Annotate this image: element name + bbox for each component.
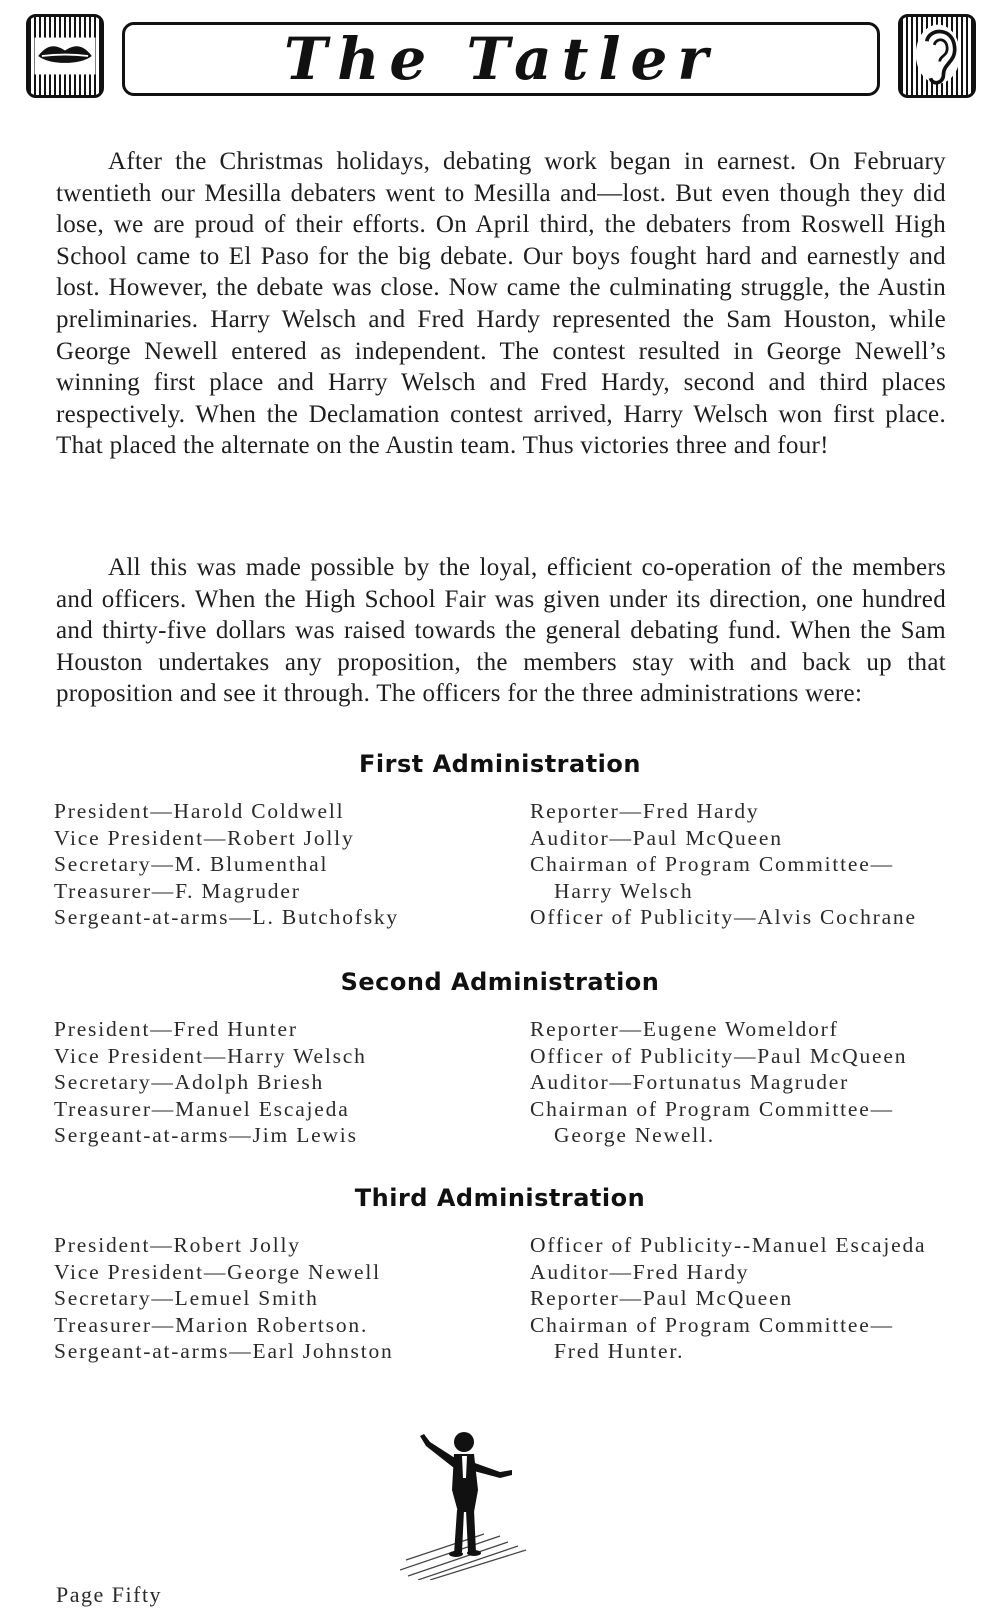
officer-entry: Fred Hunter.	[554, 1339, 685, 1363]
officer-entry: Officer of Publicity--Manuel Escajeda	[530, 1233, 927, 1257]
officer-entry: Officer of Publicity—Alvis Cochrane	[530, 905, 917, 929]
officer-entry: Vice President—George Newell	[54, 1259, 381, 1284]
officer-entry: Vice President—Harry Welsch	[54, 1043, 367, 1068]
officer-entry: President—Harold Coldwell	[54, 799, 345, 823]
officer-entry: Secretary—Lemuel Smith	[54, 1286, 319, 1310]
officer-entry: Harry Welsch	[554, 878, 694, 903]
officer-entry: Auditor—Paul McQueen	[530, 825, 783, 850]
officer-entry: Officer of Publicity—Paul McQueen	[530, 1043, 908, 1068]
lips-icon	[29, 17, 101, 95]
page-header	[26, 14, 976, 104]
officer-entry: Treasurer—F. Magruder	[54, 878, 301, 903]
officer-entry: Sergeant-at-arms—Jim Lewis	[54, 1123, 358, 1147]
officer-entry: Reporter—Eugene Womeldorf	[530, 1017, 839, 1041]
officer-entry: President—Robert Jolly	[54, 1233, 301, 1257]
section-heading: Second Administration	[340, 968, 660, 996]
officer-list-right	[530, 798, 970, 931]
body-paragraph: All this was made possible by the loyal, efficient co-operation of the members and officers. When the High School Fair was given under its direction, one hundred and thirty-five dollars was raised towards the general debating fund. When the Sam Houston undertakes any proposition, the members stay with and back up that proposition and see it through. The officers for the three administrations were:	[56, 554, 946, 708]
officer-entry: Treasurer—Manuel Escajeda	[54, 1096, 350, 1121]
officer-entry: Vice President—Robert Jolly	[54, 825, 355, 850]
officer-entry: Auditor—Fred Hardy	[530, 1259, 750, 1284]
officer-entry: Treasurer—Marion Robertson.	[54, 1312, 369, 1337]
body-paragraph: After the Christmas holidays, debating work began in earnest. On February twentieth our Mesilla debaters went to Mesilla and—lost. But even though they did lose, we are proud of their efforts. On April third, the debaters from Roswell High School came to El Paso for the big debate. Our boys fought hard and earnestly and lost. However, the debate was close. Now came the culminating struggle, the Austin preliminaries. Harry Welsch and Fred Hardy represented the Sam Houston, while George Newell entered as independent. The contest resulted in George Newell’s winning first place and Harry Welsch and Fred Hardy, second and third places respectively. When the Declamation contest arrived, Harry Welsch won first place. That placed the alternate on the Austin team. Thus victories three and four!	[56, 148, 946, 460]
officer-entry: Secretary—M. Blumenthal	[54, 852, 329, 876]
section-heading: First Administration	[359, 750, 641, 778]
ear-panel	[898, 14, 976, 98]
officer-entry: Chairman of Program Committee—	[530, 852, 894, 876]
ear-icon	[901, 17, 973, 95]
title-banner	[122, 22, 880, 96]
officer-list-right	[530, 1232, 970, 1365]
page-number: Page Fifty	[56, 1582, 163, 1607]
orator-silhouette-icon	[400, 1420, 530, 1580]
officer-entry: Reporter—Paul McQueen	[530, 1286, 793, 1310]
officer-entry: Chairman of Program Committee—	[530, 1312, 894, 1337]
officer-list-right	[530, 1016, 970, 1149]
officer-list-left	[54, 798, 494, 931]
officer-entry: Auditor—Fortunatus Magruder	[530, 1070, 850, 1094]
section-heading: Third Administration	[354, 1184, 646, 1212]
officer-list-left	[54, 1016, 494, 1149]
officer-list-left	[54, 1232, 494, 1365]
lips-panel	[26, 14, 104, 98]
officer-entry: Sergeant-at-arms—L. Butchofsky	[54, 905, 399, 929]
officer-entry: Reporter—Fred Hardy	[530, 799, 760, 823]
officer-entry: Secretary—Adolph Briesh	[54, 1070, 325, 1094]
officer-entry: George Newell.	[554, 1123, 715, 1147]
publication-title: The Tatler	[284, 25, 718, 93]
officer-entry: President—Fred Hunter	[54, 1017, 298, 1041]
officer-entry: Sergeant-at-arms—Earl Johnston	[54, 1339, 394, 1363]
officer-entry: Chairman of Program Committee—	[530, 1096, 894, 1121]
